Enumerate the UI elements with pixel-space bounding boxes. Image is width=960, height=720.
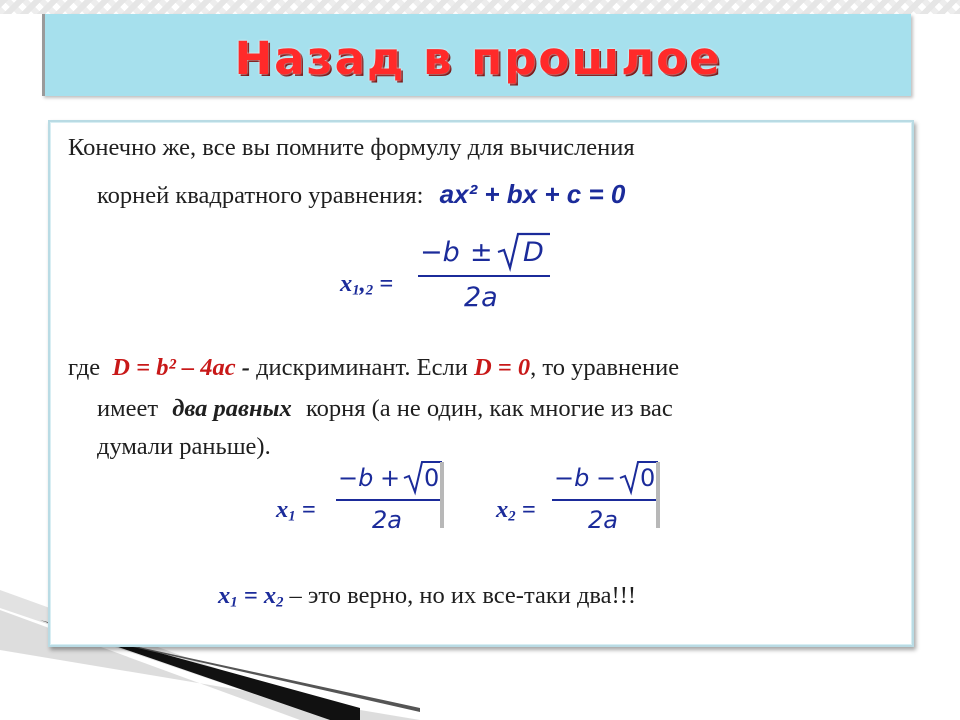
x2-sub: 2: [508, 508, 516, 525]
x2-num-rad: 0: [640, 464, 656, 492]
roots-num-b: −b: [420, 237, 460, 268]
roots-label: [340, 270, 393, 298]
roots-x: x: [340, 270, 353, 297]
intro-line-2: [97, 180, 625, 210]
dash-bold: -: [235, 354, 257, 381]
x2-fraction: [552, 458, 664, 536]
slide-title: Назад в прошлое: [234, 32, 722, 85]
roots-word-rest: корня (а не один, как многие из вас: [305, 395, 673, 422]
x2-den: 2a: [588, 506, 618, 534]
final-x2-x: x: [263, 582, 277, 609]
x1-op: +: [380, 464, 401, 492]
final-x1: [218, 582, 283, 609]
discriminant-formula: D = b² – 4ac: [112, 354, 236, 381]
roots-pm: ±: [470, 237, 493, 268]
top-decorative-strip: [0, 0, 960, 14]
x1-den: 2a: [372, 506, 402, 534]
line-has: имеет: [97, 395, 159, 422]
x1-sub: 1: [288, 508, 296, 525]
x2-op: −: [596, 464, 617, 492]
final-x1-sub: 1: [230, 594, 238, 611]
x2-label: [496, 496, 536, 524]
final-x1-x: x: [218, 582, 231, 609]
two-equal-line: [97, 395, 673, 423]
intro-line-2-text: корней квадратного уравнения:: [97, 182, 424, 209]
final-x2-sub: 2: [276, 594, 284, 611]
x1-eq: =: [295, 496, 316, 523]
condition-tail: , то уравнение: [530, 354, 680, 381]
x1-num-b: −b: [338, 464, 374, 492]
two-equal: два равных: [172, 395, 292, 422]
general-equation: ax² + bx + c = 0: [439, 179, 626, 209]
roots-sep: ,: [359, 270, 366, 297]
roots-eq: =: [373, 270, 394, 297]
final-line: [218, 582, 636, 610]
roots-num-rad: D: [523, 237, 544, 268]
title-band: [42, 14, 911, 96]
roots-fraction: [418, 228, 553, 312]
intro-line-1: Конечно же, все вы помните формулу для вычисления: [68, 134, 635, 161]
x2-eq: =: [515, 496, 536, 523]
roots-sub-2: 2: [365, 282, 374, 299]
x2-num-b: −b: [554, 464, 590, 492]
condition: D = 0: [473, 354, 531, 381]
x1-label: [276, 496, 316, 524]
roots-den: 2a: [464, 282, 498, 312]
x2-x: x: [496, 496, 509, 523]
x1-fraction: [336, 458, 448, 536]
final-eq: =: [237, 582, 264, 609]
final-dash: –: [283, 582, 308, 609]
discriminant-line: [68, 354, 679, 382]
x1-x: x: [276, 496, 289, 523]
discriminant-term: дискриминант. Если: [256, 354, 474, 381]
x1-num-rad: 0: [424, 464, 440, 492]
roots-sub-1: 1: [352, 282, 360, 299]
final-text: это верно, но их все-таки два!!!: [307, 582, 637, 609]
where-word: где: [68, 354, 101, 381]
thought-line: думали раньше).: [97, 433, 271, 460]
